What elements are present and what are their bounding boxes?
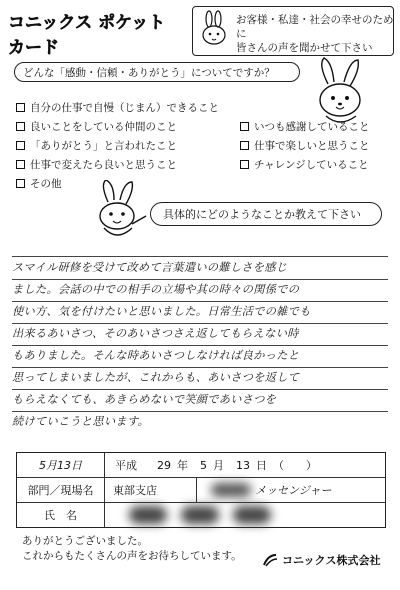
- handwritten-line: 思ってしまいましたが、これからも、あいさつを返して: [12, 368, 388, 390]
- question-prompt: どんな「感動・信頼・ありがとう」についてですか？: [14, 62, 300, 82]
- name-label: 氏 名: [17, 503, 105, 527]
- date-row: [17, 453, 385, 478]
- card-title: [8, 8, 168, 58]
- handwritten-line: スマイル研修を受けて改めて言葉遣いの難しさを感じ: [12, 258, 388, 280]
- handwritten-comment-area[interactable]: [12, 258, 388, 433]
- dept-value[interactable]: 東部支店: [105, 478, 197, 502]
- role-value: メッセンジャー: [255, 484, 332, 497]
- option-item[interactable]: [240, 136, 370, 155]
- weekday-paren: （ ）: [273, 459, 317, 472]
- day-value: 13: [236, 458, 250, 472]
- handwritten-line: もありました。そんな時あいさつしなければ良かったと: [12, 346, 388, 368]
- thanks-message: [22, 534, 242, 564]
- name-row: [17, 503, 385, 527]
- company-name: コニックス株式会社: [282, 554, 381, 567]
- checkbox[interactable]: [240, 122, 249, 131]
- date-field[interactable]: [105, 453, 317, 477]
- option-item[interactable]: [16, 136, 219, 155]
- dept-label: 部門／現場名: [17, 478, 105, 502]
- redacted-name-block: [181, 506, 219, 524]
- option-label: いつも感謝していること: [254, 121, 370, 133]
- rabbit-pointing-icon: [90, 180, 148, 244]
- option-label: 「ありがとう」と言われたこと: [30, 140, 177, 152]
- info-table: [16, 452, 386, 528]
- option-label: チャレンジしていること: [254, 159, 369, 171]
- redacted-name-block: [129, 506, 167, 524]
- handwritten-line: 続けていこうと思います。: [12, 415, 149, 428]
- handwritten-line: 出来るあいさつ、そのあいさつさえ返してもらえない時: [12, 324, 388, 346]
- options-left: [16, 98, 219, 193]
- redacted-block: [211, 483, 251, 497]
- header-message: [236, 13, 400, 55]
- company-logo-icon: [262, 553, 278, 567]
- name-field[interactable]: [105, 503, 271, 527]
- handwritten-line: もらえなくても、あきらめないで笑顔であいさつを: [12, 390, 388, 412]
- checkbox[interactable]: [240, 160, 249, 169]
- checkbox[interactable]: [240, 141, 249, 150]
- option-label: その他: [30, 178, 62, 190]
- company-signature: [262, 552, 380, 568]
- option-item[interactable]: [240, 155, 370, 174]
- year-value: 29: [157, 458, 171, 472]
- era-label: 平成: [115, 459, 137, 472]
- thanks-line-1: ありがとうございました。: [22, 535, 148, 547]
- option-item[interactable]: [16, 117, 219, 136]
- detail-prompt: 具体的にどのようなことか教えて下さい: [150, 202, 382, 226]
- option-label: 自分の仕事で自慢（じまん）できること: [30, 102, 219, 114]
- month-unit: 月: [213, 459, 224, 472]
- options-right: [240, 117, 370, 174]
- option-label: 仕事で変えたら良いと思うこと: [30, 159, 177, 171]
- checkbox[interactable]: [16, 141, 25, 150]
- dept-row: [17, 478, 385, 503]
- month-value: 5: [200, 458, 207, 472]
- rabbit-icon: [198, 10, 230, 48]
- header-message-line-1: お客様・私達・社会の幸せのために: [236, 14, 394, 40]
- day-unit: 日: [256, 459, 267, 472]
- header-message-line-2: 皆さんの声を聞かせて下さい: [236, 42, 373, 54]
- checkbox[interactable]: [16, 160, 25, 169]
- card-title-text: コニックス ポケットカード: [8, 13, 166, 58]
- option-label: 良いことをしている仲間のこと: [30, 121, 177, 133]
- option-item[interactable]: [16, 98, 219, 117]
- handwritten-line: 使い方、気を付けたいと思いました。日常生活での雑でも: [12, 302, 388, 324]
- checkbox[interactable]: [16, 103, 25, 112]
- writing-area-top-rule: [12, 256, 388, 257]
- date-handwritten: 5月13日: [17, 453, 105, 477]
- year-unit: 年: [177, 459, 188, 472]
- checkbox[interactable]: [16, 122, 25, 131]
- checkbox[interactable]: [16, 179, 25, 188]
- option-label: 仕事で楽しいと思うこと: [254, 140, 370, 152]
- role-field[interactable]: [197, 478, 385, 502]
- redacted-name-block: [233, 506, 271, 524]
- option-item[interactable]: [240, 117, 370, 136]
- handwritten-line: ました。会話の中での相手の立場や其の時々の関係での: [12, 280, 388, 302]
- thanks-line-2: これからもたくさんの声をお待ちしています。: [22, 550, 242, 562]
- option-item[interactable]: [16, 155, 219, 174]
